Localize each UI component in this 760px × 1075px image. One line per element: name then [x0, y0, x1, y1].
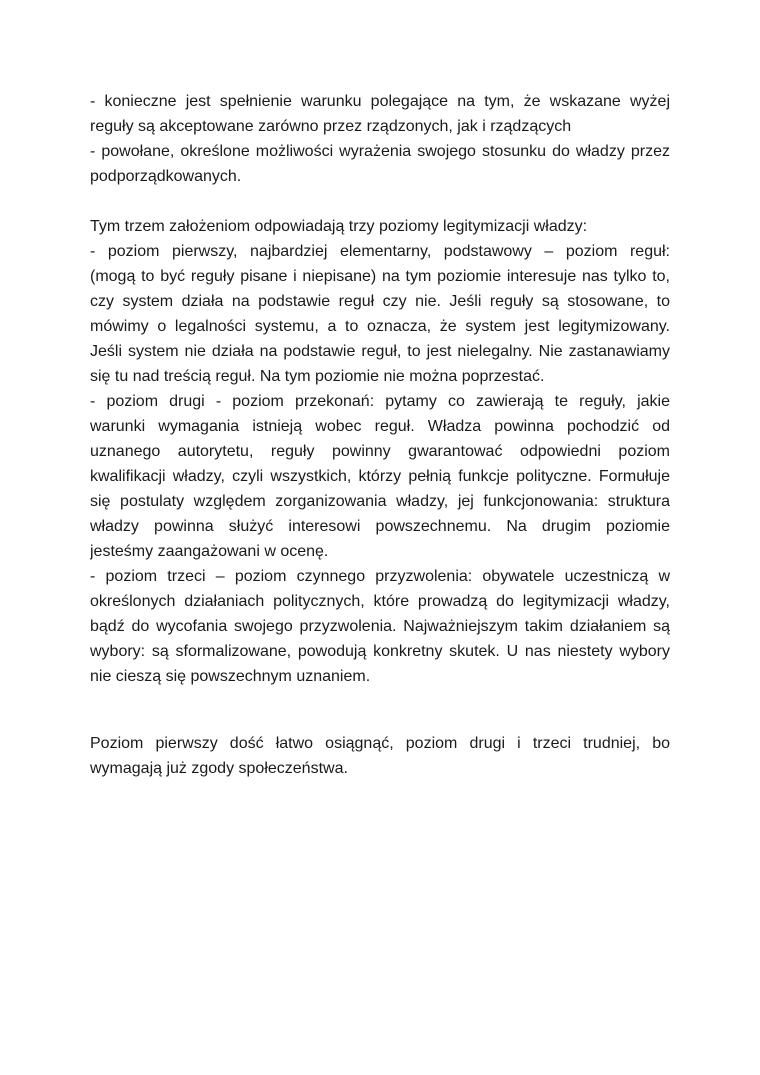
text-line: nie cieszą się powszechnym uznaniem.: [90, 668, 371, 685]
text-line: bądź do wycofania swojego przyzwolenia. Najważniejszym takim działaniem są: [90, 618, 670, 635]
text-line: Jeśli system nie działa na podstawie reguł, to jest nielegalny. Nie zastanawiamy: [90, 343, 670, 360]
text-line: jesteśmy zaangażowani w ocenę.: [90, 543, 329, 560]
paragraph-conclusion: [90, 731, 670, 781]
text-line: Poziom pierwszy dość łatwo osiągnąć, poziom drugi i trzeci trudniej, bo: [90, 735, 670, 752]
text-line: kwalifikacji władzy, czyli wszystkich, którzy pełnią funkcje polityczne. Formułuje: [90, 468, 670, 485]
text-line: - powołane, określone możliwości wyrażenia swojego stosunku do władzy przez: [90, 143, 670, 160]
text-line: reguły są akceptowane zarówno przez rządzonych, jak i rządzących: [90, 118, 572, 135]
text-line: - poziom drugi - poziom przekonań: pytamy co zawierają te reguły, jakie: [90, 393, 670, 410]
text-line: (mogą to być reguły pisane i niepisane) na tym poziomie interesuje nas tylko to,: [90, 268, 670, 285]
text-line: uznanego autorytetu, reguły powinny gwarantować odpowiedni poziom: [90, 443, 670, 460]
text-line: się tu nad treścią reguł. Na tym poziomie nie można poprzestać.: [90, 368, 545, 385]
text-line: warunki wymagania istnieją wobec reguł. Władza powinna pochodzić od: [90, 418, 670, 435]
paragraph-legitimization-levels: [90, 214, 670, 689]
text-line: określonych działaniach politycznych, które prowadzą do legitymizacji władzy,: [90, 593, 670, 610]
text-line: - konieczne jest spełnienie warunku polegające na tym, że wskazane wyżej: [90, 93, 670, 110]
text-line: się postulaty względem zorganizowania władzy, jej funkcjonowania: struktura: [90, 493, 670, 510]
text-line: czy system działa na podstawie reguł czy nie. Jeśli reguły są stosowane, to: [90, 293, 670, 310]
paragraph-conditions: [90, 89, 670, 189]
text-line: - poziom pierwszy, najbardziej elementarny, podstawowy – poziom reguł:: [90, 243, 670, 260]
text-line: mówimy o legalności systemu, a to oznacza, że system jest legitymizowany.: [90, 318, 670, 335]
text-line: władzy powinna służyć interesowi powszechnemu. Na drugim poziomie: [90, 518, 670, 535]
text-line: wymagają już zgody społeczeństwa.: [90, 760, 348, 777]
text-line: podporządkowanych.: [90, 168, 242, 185]
text-line: - poziom trzeci – poziom czynnego przyzwolenia: obywatele uczestniczą w: [90, 568, 670, 585]
text-line: wybory: są sformalizowane, powodują konkretny skutek. U nas niestety wybory: [90, 643, 670, 660]
text-line: Tym trzem założeniom odpowiadają trzy poziomy legitymizacji władzy:: [90, 218, 588, 235]
